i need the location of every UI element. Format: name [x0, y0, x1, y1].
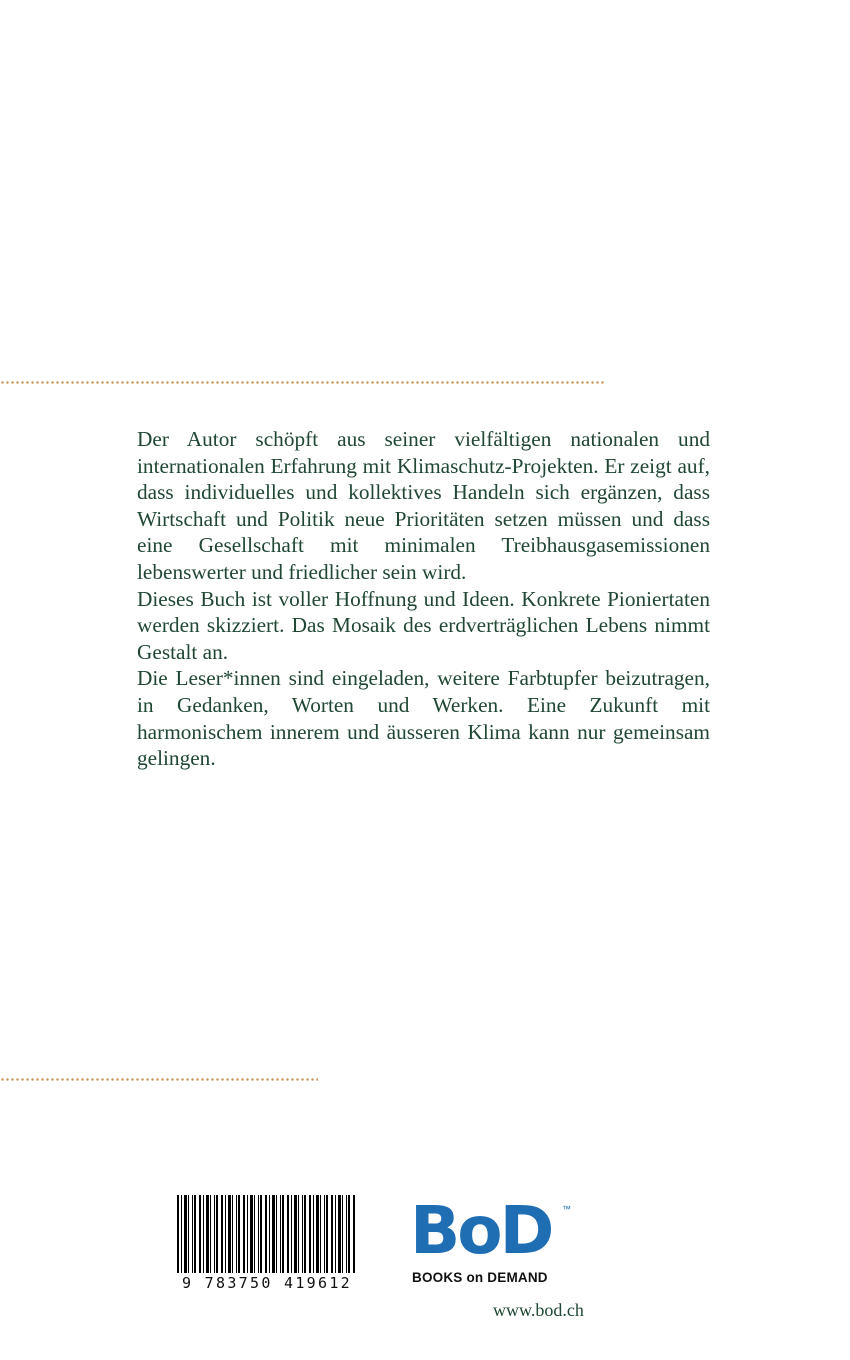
dotted-rule-bottom [0, 1078, 318, 1081]
publisher-website: www.bod.ch [493, 1300, 584, 1320]
isbn-digits: 9 783750 419612 [182, 1274, 352, 1292]
bod-logo-mark: BoD [410, 1192, 552, 1269]
isbn-barcode [172, 1195, 362, 1295]
trademark-symbol: ™ [562, 1204, 571, 1214]
blurb-paragraph-2: Dieses Buch ist voller Hoffnung und Ideen. Konkrete Pioniertaten werden skizziert. Das Mosaik des erdverträglichen Lebens nimmt Gestalt an. [137, 586, 710, 664]
dotted-rule-top [0, 381, 604, 384]
blurb-paragraph-3: Die Leser*innen sind eingeladen, weitere Farbtupfer beizutragen, in Gedanken, Worten und Werken. Eine Zukunft mit harmonischem innerem und äusseren Klima kann nur gemeinsam gelingen. [137, 666, 710, 771]
blurb-paragraph-1: Der Autor schöpft aus seiner vielfältigen nationalen und internationalen Erfahrung mit Klimaschutz-Projekten. Er zeigt auf, dass individuelles und kollektives Handeln sich ergänzen, dass Wirtschaft und Politik neue Prioritäten setzen müssen und dass eine Gesellschaft mit minimalen Treibhausgasemissionen lebenswerter und friedlicher sein wird. [137, 427, 710, 584]
back-cover-blurb [137, 426, 710, 772]
barcode-bars [177, 1195, 357, 1273]
bod-logo [410, 1192, 580, 1290]
bod-tagline: BOOKS on DEMAND [412, 1270, 548, 1285]
